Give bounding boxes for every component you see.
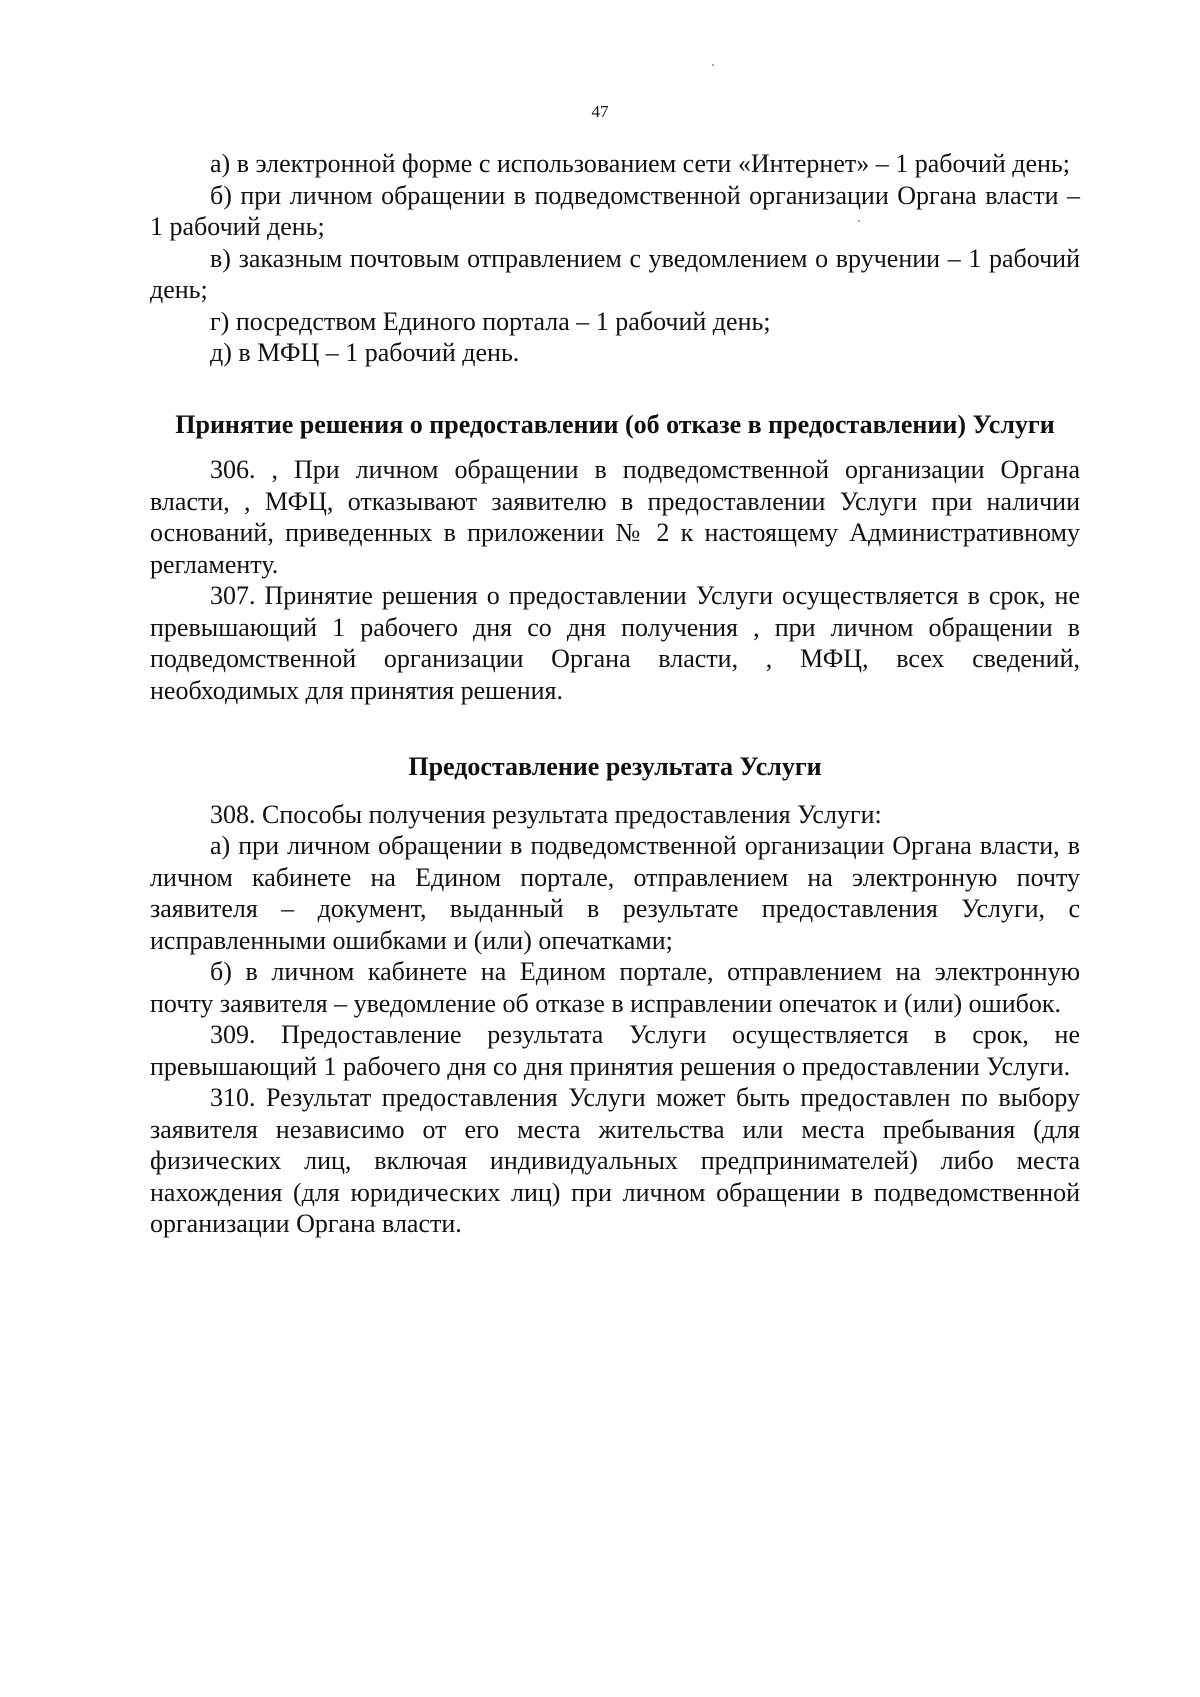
scan-speck bbox=[712, 64, 714, 66]
paragraph-308: 308. Способы получения результата предоставления Услуги: bbox=[210, 799, 882, 829]
paragraph-309: 309. Предоставление результата Услуги осуществляется в срок, не превышающий 1 рабочего дня со дня принятия решения о предоставлении Услуги. bbox=[150, 1020, 1080, 1081]
section-heading-decision: Принятие решения о предоставлении (об отказе в предоставлении) Услуги bbox=[175, 409, 1055, 439]
paragraph-307: 307. Принятие решения о предоставлении Услуги осуществляется в срок, не превышающий 1 рабочего дня со дня получения , при личном обращении в подведомственной организации Органа власти, , МФЦ, всех сведений, необходимых для принятия решения. bbox=[150, 581, 1080, 705]
list-item: б) в личном кабинете на Едином портале, отправлением на электронную почту заявителя – уведомление об отказе в исправлении опечаток и (или) ошибок. bbox=[150, 957, 1080, 1018]
paragraph-306: 306. , При личном обращении в подведомственной организации Органа власти, , МФЦ, отказывают заявителю в предоставлении Услуги при наличии оснований, приведенных в приложении № 2 к настоящему Административному регламенту. bbox=[150, 455, 1080, 579]
list-item: б) при личном обращении в подведомственной организации Органа власти – 1 рабочий день; bbox=[150, 180, 1080, 241]
page-number: 47 bbox=[591, 102, 609, 121]
list-item: а) в электронной форме с использованием сети «Интернет» – 1 рабочий день; bbox=[210, 149, 1070, 178]
section-heading-result: Предоставление результата Услуги bbox=[408, 752, 822, 781]
document-body bbox=[150, 148, 1080, 1240]
list-item: г) посредством Единого портала – 1 рабочий день; bbox=[210, 306, 771, 336]
list-item: в) заказным почтовым отправлением с уведомлением о вручении – 1 рабочий день; bbox=[150, 243, 1080, 304]
list-item: а) при личном обращении в подведомственной организации Органа власти, в личном кабинете на Едином портале, отправлением на электронную почту заявителя – документ, выданный в результате предоставления Услуги, с исправленными ошибками и (или) опечатками; bbox=[150, 831, 1080, 955]
paragraph-310: 310. Результат предоставления Услуги может быть предоставлен по выбору заявителя независимо от его места жительства или места пребывания (для физических лиц, включая индивидуальных предпринимателей) либо места нахождения (для юридических лиц) при личном обращении в подведомственной организации Органа власти. bbox=[150, 1083, 1080, 1238]
list-item: д) в МФЦ – 1 рабочий день. bbox=[210, 338, 520, 367]
